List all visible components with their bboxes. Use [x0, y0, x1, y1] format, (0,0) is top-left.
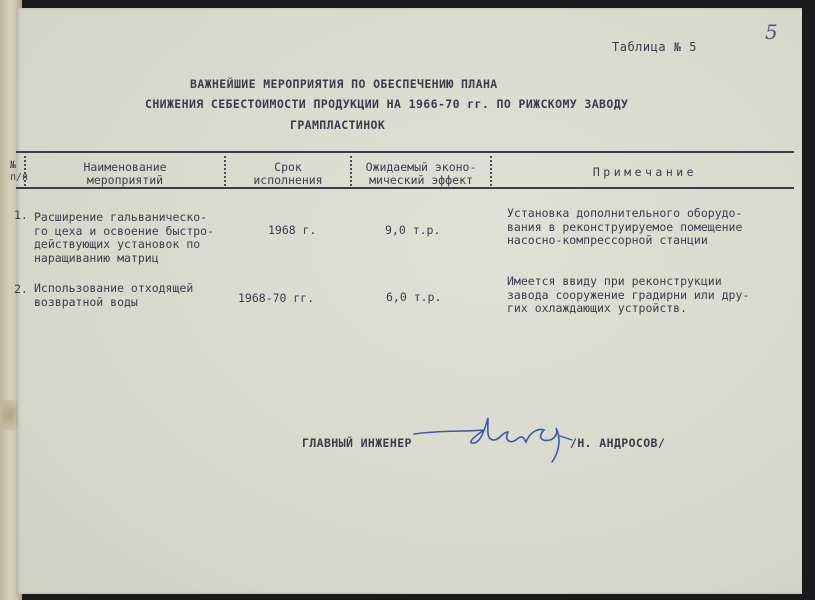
column-separator [490, 156, 492, 186]
row-1-term: 1968 г. [268, 223, 317, 237]
header-economic-effect: Ожидаемый эконо- мический эффект [365, 160, 477, 187]
document-title-line-1: ВАЖНЕЙШИЕ МЕРОПРИЯТИЯ ПО ОБЕСПЕЧЕНИЮ ПЛАНА [190, 77, 498, 91]
header-note: Примечание [592, 165, 698, 179]
row-1-number: 1. [14, 208, 28, 222]
row-2-measure: Использование отходящей возвратной воды [34, 281, 194, 309]
row-2-term: 1968-70 гг. [238, 291, 315, 305]
row-1-note: Установка дополнительного оборудо- вания в реконструируемое помещение насосно-компрессорной станции [507, 206, 743, 247]
paper-stain [2, 400, 18, 430]
row-1-effect: 9,0 т.р. [385, 223, 441, 237]
row-2-effect: 6,0 т.р. [386, 290, 442, 304]
signatory-name: /Н. АНДРОСОВ/ [570, 436, 666, 450]
table-top-rule [16, 151, 794, 153]
document-title-line-3: ГРАМПЛАСТИНОК [290, 118, 386, 132]
table-reference: Таблица № 5 [612, 40, 697, 54]
header-term: Срок исполнения [253, 160, 323, 187]
header-measure-name: Наименование мероприятий [83, 160, 167, 187]
column-separator [224, 156, 226, 186]
row-1-measure: Расширение гальваническо- го цеха и освоение быстро- действующих установок по наращиванию матриц [34, 210, 215, 265]
table-header-rule [16, 187, 794, 189]
header-number: № п/п [10, 160, 29, 183]
document-title-line-2: СНИЖЕНИЯ СЕБЕСТОИМОСТИ ПРОДУКЦИИ НА 1966-70 гг. ПО РИЖСКОМУ ЗАВОДУ [145, 97, 629, 111]
signatory-title: ГЛАВНЫЙ ИНЖЕНЕР [302, 436, 412, 450]
row-2-note: Имеется ввиду при реконструкции завода сооружение градирни или дру- гих охлаждающих устройств. [507, 274, 750, 315]
row-2-number: 2. [14, 282, 28, 296]
column-separator [350, 156, 352, 186]
page-number: 5 [765, 20, 778, 44]
handwritten-signature [412, 410, 582, 470]
